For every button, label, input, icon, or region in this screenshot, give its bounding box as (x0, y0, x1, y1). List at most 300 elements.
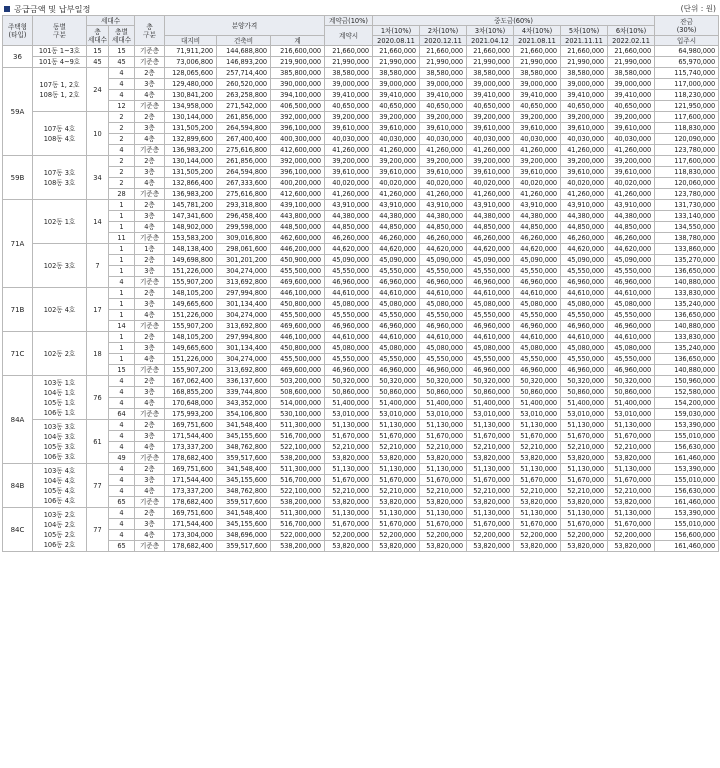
cell-building: 341,548,400 (217, 420, 271, 431)
cell-land: 170,648,000 (165, 398, 217, 409)
cell-middle: 44,610,000 (561, 288, 608, 299)
cell-middle: 45,090,000 (514, 255, 561, 266)
header-round: 3차(10%) (467, 26, 514, 36)
cell-total: 412,600,000 (271, 145, 325, 156)
cell-building: 297,994,800 (217, 288, 271, 299)
table-row (3, 486, 719, 497)
cell-middle: 45,090,000 (467, 255, 514, 266)
cell-middle: 51,130,000 (608, 508, 655, 519)
cell-floor: 3층 (135, 387, 165, 398)
cell-total: 394,100,000 (271, 90, 325, 101)
cell-land: 145,781,200 (165, 200, 217, 211)
cell-middle: 52,210,000 (467, 442, 514, 453)
cell-middle: 52,210,000 (373, 442, 420, 453)
cell-middle: 52,200,000 (373, 530, 420, 541)
cell-floor-households: 4 (109, 519, 135, 530)
cell-middle: 45,080,000 (608, 343, 655, 354)
cell-middle: 41,260,000 (608, 189, 655, 200)
cell-middle: 52,210,000 (420, 486, 467, 497)
cell-balance: 117,600,000 (655, 156, 719, 167)
table-row (3, 530, 719, 541)
cell-middle: 39,000,000 (608, 79, 655, 90)
cell-balance: 138,780,000 (655, 233, 719, 244)
cell-middle: 51,670,000 (561, 519, 608, 530)
cell-middle: 39,200,000 (420, 112, 467, 123)
cell-middle: 45,550,000 (561, 354, 608, 365)
table-row (3, 497, 719, 508)
cell-middle: 51,670,000 (420, 431, 467, 442)
cell-balance: 121,950,000 (655, 101, 719, 112)
cell-land: 130,144,000 (165, 156, 217, 167)
cell-middle: 52,210,000 (514, 486, 561, 497)
cell-floor: 2층 (135, 68, 165, 79)
cell-land: 148,902,000 (165, 222, 217, 233)
cell-middle: 50,860,000 (608, 387, 655, 398)
cell-contract: 45,550,000 (325, 310, 373, 321)
cell-floor: 2층 (135, 255, 165, 266)
cell-middle: 39,200,000 (561, 156, 608, 167)
cell-dong: 102동 2호 (33, 332, 87, 376)
cell-floor: 4층 (135, 178, 165, 189)
cell-dong: 101동 4~9호 (33, 57, 87, 68)
cell-middle: 51,670,000 (514, 431, 561, 442)
header-contract: 계약금(10%) (325, 16, 373, 26)
cell-middle: 43,910,000 (467, 200, 514, 211)
cell-middle: 50,860,000 (467, 387, 514, 398)
header-middle: 중도금(60%) (373, 16, 655, 26)
cell-floor: 4층 (135, 530, 165, 541)
cell-total: 538,200,000 (271, 497, 325, 508)
cell-floor: 4층 (135, 222, 165, 233)
cell-middle: 45,550,000 (373, 354, 420, 365)
cell-middle: 39,610,000 (608, 167, 655, 178)
cell-middle: 44,610,000 (561, 332, 608, 343)
cell-middle: 44,620,000 (373, 244, 420, 255)
cell-contract: 51,670,000 (325, 519, 373, 530)
cell-land: 171,544,400 (165, 431, 217, 442)
table-row (3, 211, 719, 222)
cell-building: 298,061,600 (217, 244, 271, 255)
cell-building: 267,400,400 (217, 134, 271, 145)
cell-building: 257,714,400 (217, 68, 271, 79)
cell-middle: 44,620,000 (467, 244, 514, 255)
cell-middle: 53,820,000 (467, 453, 514, 464)
cell-building: 341,548,400 (217, 508, 271, 519)
cell-middle: 45,080,000 (608, 299, 655, 310)
cell-households: 77 (87, 464, 109, 508)
cell-middle: 46,960,000 (373, 277, 420, 288)
cell-floor: 기준층 (135, 321, 165, 332)
cell-middle: 45,550,000 (608, 354, 655, 365)
header-floor-category: 층 구분 (135, 16, 165, 46)
cell-land: 151,226,000 (165, 310, 217, 321)
cell-middle: 21,990,000 (373, 57, 420, 68)
cell-land: 168,855,200 (165, 387, 217, 398)
cell-middle: 40,030,000 (420, 134, 467, 145)
header-floor-households: 층 세대수 (87, 27, 108, 44)
cell-middle: 51,130,000 (561, 508, 608, 519)
cell-floor-households: 4 (109, 398, 135, 409)
cell-balance: 155,010,000 (655, 475, 719, 486)
cell-floor: 기준층 (135, 277, 165, 288)
cell-floor-households: 4 (109, 90, 135, 101)
cell-dong: 103동 1호 104동 1호 105동 1호 106동 1호 (33, 376, 87, 420)
cell-floor: 4층 (135, 354, 165, 365)
cell-floor: 기준층 (135, 497, 165, 508)
cell-type: 36 (3, 46, 33, 68)
cell-building: 345,155,600 (217, 475, 271, 486)
cell-middle: 39,000,000 (373, 79, 420, 90)
cell-total: 400,200,000 (271, 178, 325, 189)
cell-building: 343,352,000 (217, 398, 271, 409)
cell-land: 130,841,200 (165, 90, 217, 101)
cell-type: 59B (3, 156, 33, 200)
cell-balance: 136,650,000 (655, 310, 719, 321)
header-date: 2021.11.11 (561, 36, 608, 46)
cell-middle: 51,130,000 (467, 464, 514, 475)
cell-land: 129,480,000 (165, 79, 217, 90)
cell-middle: 51,130,000 (514, 464, 561, 475)
cell-contract: 51,130,000 (325, 464, 373, 475)
cell-contract: 45,090,000 (325, 255, 373, 266)
cell-balance: 152,580,000 (655, 387, 719, 398)
cell-middle: 50,860,000 (514, 387, 561, 398)
cell-floor-households: 4 (109, 420, 135, 431)
table-row (3, 277, 719, 288)
cell-middle: 53,820,000 (514, 453, 561, 464)
cell-middle: 40,020,000 (373, 178, 420, 189)
table-row (3, 398, 719, 409)
table-row (3, 508, 719, 519)
cell-middle: 51,130,000 (420, 508, 467, 519)
cell-middle: 45,550,000 (608, 266, 655, 277)
cell-building: 260,520,000 (217, 79, 271, 90)
cell-middle: 50,320,000 (467, 376, 514, 387)
cell-middle: 51,400,000 (514, 398, 561, 409)
cell-middle: 51,130,000 (608, 420, 655, 431)
cell-floor-households: 2 (109, 112, 135, 123)
cell-middle: 53,820,000 (467, 541, 514, 552)
cell-balance: 120,060,000 (655, 178, 719, 189)
cell-floor-households: 15 (109, 365, 135, 376)
cell-balance: 153,390,000 (655, 420, 719, 431)
table-row (3, 354, 719, 365)
cell-middle: 51,400,000 (373, 398, 420, 409)
header-dong: 동별 구분 (33, 16, 87, 46)
cell-middle: 52,210,000 (373, 486, 420, 497)
cell-middle: 21,660,000 (420, 46, 467, 57)
unit-note: (단위 : 원) (680, 4, 716, 13)
cell-land: 130,144,000 (165, 112, 217, 123)
cell-floor-households: 1 (109, 288, 135, 299)
table-row (3, 244, 719, 255)
cell-floor-households: 4 (109, 486, 135, 497)
cell-contract: 52,210,000 (325, 442, 373, 453)
cell-middle: 45,080,000 (514, 299, 561, 310)
cell-floor-households: 4 (109, 464, 135, 475)
cell-middle: 51,670,000 (608, 475, 655, 486)
cell-middle: 45,080,000 (420, 343, 467, 354)
cell-total: 511,300,000 (271, 508, 325, 519)
cell-floor: 3층 (135, 266, 165, 277)
cell-land: 173,337,200 (165, 486, 217, 497)
cell-contract: 50,860,000 (325, 387, 373, 398)
cell-middle: 39,610,000 (373, 123, 420, 134)
cell-total: 446,200,000 (271, 244, 325, 255)
cell-total: 469,600,000 (271, 365, 325, 376)
table-row (3, 200, 719, 211)
cell-middle: 39,610,000 (420, 167, 467, 178)
cell-floor: 기준층 (135, 365, 165, 376)
cell-total: 522,000,000 (271, 530, 325, 541)
cell-middle: 39,410,000 (514, 90, 561, 101)
cell-contract: 50,320,000 (325, 376, 373, 387)
cell-middle: 44,380,000 (514, 211, 561, 222)
cell-type: 84B (3, 464, 33, 508)
cell-middle: 38,580,000 (467, 68, 514, 79)
cell-total: 508,600,000 (271, 387, 325, 398)
cell-middle: 52,200,000 (420, 530, 467, 541)
cell-building: 275,616,800 (217, 145, 271, 156)
cell-middle: 40,650,000 (373, 101, 420, 112)
cell-total: 516,700,000 (271, 431, 325, 442)
cell-middle: 45,550,000 (373, 310, 420, 321)
cell-households: 45 (87, 57, 109, 68)
cell-middle: 21,660,000 (514, 46, 561, 57)
cell-floor-households: 4 (109, 277, 135, 288)
cell-middle: 41,260,000 (561, 145, 608, 156)
cell-middle: 44,610,000 (514, 288, 561, 299)
cell-middle: 44,380,000 (420, 211, 467, 222)
cell-total: 396,100,000 (271, 167, 325, 178)
table-row (3, 332, 719, 343)
cell-contract: 39,200,000 (325, 112, 373, 123)
cell-middle: 41,260,000 (467, 145, 514, 156)
cell-middle: 51,670,000 (561, 431, 608, 442)
cell-middle: 40,030,000 (514, 134, 561, 145)
cell-type: 59A (3, 68, 33, 156)
cell-contract: 53,820,000 (325, 497, 373, 508)
cell-building: 264,594,800 (217, 123, 271, 134)
cell-middle: 50,860,000 (373, 387, 420, 398)
cell-building: 144,688,800 (217, 46, 271, 57)
cell-floor: 3층 (135, 519, 165, 530)
cell-middle: 53,010,000 (467, 409, 514, 420)
cell-middle: 46,260,000 (467, 233, 514, 244)
cell-floor: 기준층 (135, 409, 165, 420)
cell-balance: 120,090,000 (655, 134, 719, 145)
cell-middle: 52,210,000 (608, 486, 655, 497)
cell-middle: 40,030,000 (561, 134, 608, 145)
cell-balance: 161,460,000 (655, 541, 719, 552)
cell-contract: 40,650,000 (325, 101, 373, 112)
cell-total: 455,500,000 (271, 354, 325, 365)
cell-balance: 140,880,000 (655, 277, 719, 288)
cell-dong: 103동 4호 104동 4호 105동 4호 106동 4호 (33, 464, 87, 508)
cell-building: 313,692,800 (217, 365, 271, 376)
cell-total: 511,300,000 (271, 464, 325, 475)
cell-middle: 51,670,000 (467, 475, 514, 486)
cell-floor-households: 4 (109, 530, 135, 541)
cell-middle: 44,610,000 (373, 288, 420, 299)
cell-land: 151,226,000 (165, 266, 217, 277)
cell-middle: 51,670,000 (608, 519, 655, 530)
cell-floor-households: 2 (109, 156, 135, 167)
cell-dong: 107동 4호 108동 4호 (33, 112, 87, 156)
cell-middle: 44,380,000 (467, 211, 514, 222)
cell-floor-households: 1 (109, 211, 135, 222)
cell-middle: 45,090,000 (561, 255, 608, 266)
cell-land: 167,062,400 (165, 376, 217, 387)
cell-contract: 46,960,000 (325, 321, 373, 332)
cell-middle: 50,860,000 (420, 387, 467, 398)
cell-middle: 44,850,000 (420, 222, 467, 233)
cell-middle: 46,260,000 (608, 233, 655, 244)
cell-contract: 45,550,000 (325, 354, 373, 365)
table-row (3, 288, 719, 299)
cell-balance: 118,230,000 (655, 90, 719, 101)
header-floor-line-households: 층별 세대수 (109, 26, 135, 46)
cell-middle: 39,000,000 (420, 79, 467, 90)
cell-floor-households: 49 (109, 453, 135, 464)
cell-type: 71B (3, 288, 33, 332)
cell-floor-households: 65 (109, 541, 135, 552)
cell-floor: 2층 (135, 376, 165, 387)
cell-middle: 39,410,000 (373, 90, 420, 101)
cell-middle: 53,820,000 (608, 541, 655, 552)
cell-total: 516,700,000 (271, 475, 325, 486)
cell-total: 530,100,000 (271, 409, 325, 420)
cell-balance: 135,240,000 (655, 299, 719, 310)
cell-middle: 41,260,000 (514, 189, 561, 200)
cell-floor-households: 4 (109, 387, 135, 398)
cell-middle: 52,210,000 (608, 442, 655, 453)
cell-floor-households: 1 (109, 310, 135, 321)
cell-middle: 40,650,000 (608, 101, 655, 112)
cell-land: 169,751,600 (165, 508, 217, 519)
cell-middle: 40,020,000 (467, 178, 514, 189)
cell-balance: 161,460,000 (655, 497, 719, 508)
cell-middle: 44,610,000 (467, 288, 514, 299)
cell-middle: 45,550,000 (561, 310, 608, 321)
cell-middle: 45,080,000 (373, 343, 420, 354)
cell-floor: 2층 (135, 508, 165, 519)
cell-land: 134,958,000 (165, 101, 217, 112)
cell-middle: 44,610,000 (608, 332, 655, 343)
cell-middle: 46,960,000 (608, 365, 655, 376)
cell-middle: 39,610,000 (561, 123, 608, 134)
cell-middle: 44,620,000 (561, 244, 608, 255)
cell-middle: 53,820,000 (561, 497, 608, 508)
cell-land: 147,341,600 (165, 211, 217, 222)
cell-land: 173,337,200 (165, 442, 217, 453)
cell-middle: 44,380,000 (561, 211, 608, 222)
cell-middle: 51,400,000 (420, 398, 467, 409)
cell-contract: 51,670,000 (325, 431, 373, 442)
cell-middle: 53,820,000 (420, 497, 467, 508)
cell-middle: 44,610,000 (467, 332, 514, 343)
cell-middle: 51,130,000 (467, 420, 514, 431)
cell-middle: 39,200,000 (467, 156, 514, 167)
table-row (3, 233, 719, 244)
cell-middle: 51,670,000 (514, 475, 561, 486)
cell-middle: 21,990,000 (420, 57, 467, 68)
cell-land: 71,911,200 (165, 46, 217, 57)
cell-building: 336,137,600 (217, 376, 271, 387)
table-row (3, 255, 719, 266)
cell-balance: 153,390,000 (655, 464, 719, 475)
cell-middle: 45,550,000 (467, 354, 514, 365)
section-title: 공급금액 및 납부일정 (14, 4, 91, 14)
cell-building: 313,692,800 (217, 277, 271, 288)
cell-land: 149,665,600 (165, 343, 217, 354)
cell-contract: 44,380,000 (325, 211, 373, 222)
cell-middle: 39,410,000 (467, 90, 514, 101)
cell-land: 131,505,200 (165, 167, 217, 178)
table-row (3, 343, 719, 354)
cell-total: 503,200,000 (271, 376, 325, 387)
cell-dong: 101동 1~3호 (33, 46, 87, 57)
cell-floor-households: 2 (109, 178, 135, 189)
header-contract-when: 계약시 (325, 26, 373, 46)
cell-middle: 51,670,000 (373, 519, 420, 530)
cell-balance: 64,980,000 (655, 46, 719, 57)
cell-middle: 21,660,000 (561, 46, 608, 57)
cell-land: 148,138,400 (165, 244, 217, 255)
table-row (3, 420, 719, 431)
cell-middle: 43,910,000 (608, 200, 655, 211)
cell-floor-households: 65 (109, 497, 135, 508)
cell-middle: 53,820,000 (373, 453, 420, 464)
cell-floor-households: 12 (109, 101, 135, 112)
cell-middle: 46,260,000 (514, 233, 561, 244)
cell-middle: 51,670,000 (420, 475, 467, 486)
cell-households: 61 (87, 420, 109, 464)
cell-middle: 40,020,000 (420, 178, 467, 189)
cell-type: 71C (3, 332, 33, 376)
cell-middle: 45,090,000 (608, 255, 655, 266)
table-row (3, 365, 719, 376)
cell-total: 439,100,000 (271, 200, 325, 211)
cell-balance: 117,000,000 (655, 79, 719, 90)
table-header (3, 16, 719, 46)
table-row (3, 453, 719, 464)
cell-middle: 39,410,000 (608, 90, 655, 101)
cell-building: 304,274,000 (217, 266, 271, 277)
cell-land: 178,682,400 (165, 541, 217, 552)
header-date: 2021.08.11 (514, 36, 561, 46)
cell-contract: 39,610,000 (325, 123, 373, 134)
cell-floor-households: 1 (109, 255, 135, 266)
cell-contract: 46,960,000 (325, 277, 373, 288)
cell-dong: 103동 3호 104동 3호 105동 3호 106동 3호 (33, 420, 87, 464)
cell-building: 264,594,800 (217, 167, 271, 178)
cell-middle: 44,850,000 (467, 222, 514, 233)
cell-middle: 53,820,000 (608, 497, 655, 508)
cell-middle: 40,030,000 (467, 134, 514, 145)
cell-total: 516,700,000 (271, 519, 325, 530)
cell-middle: 45,550,000 (467, 266, 514, 277)
header-round: 1차(10%) (373, 26, 420, 36)
cell-middle: 52,210,000 (561, 486, 608, 497)
cell-building: 293,318,800 (217, 200, 271, 211)
table-row (3, 68, 719, 79)
cell-middle: 53,010,000 (373, 409, 420, 420)
cell-middle: 45,550,000 (514, 266, 561, 277)
cell-contract: 45,080,000 (325, 343, 373, 354)
cell-middle: 51,670,000 (514, 519, 561, 530)
square-bullet-icon (4, 6, 10, 12)
